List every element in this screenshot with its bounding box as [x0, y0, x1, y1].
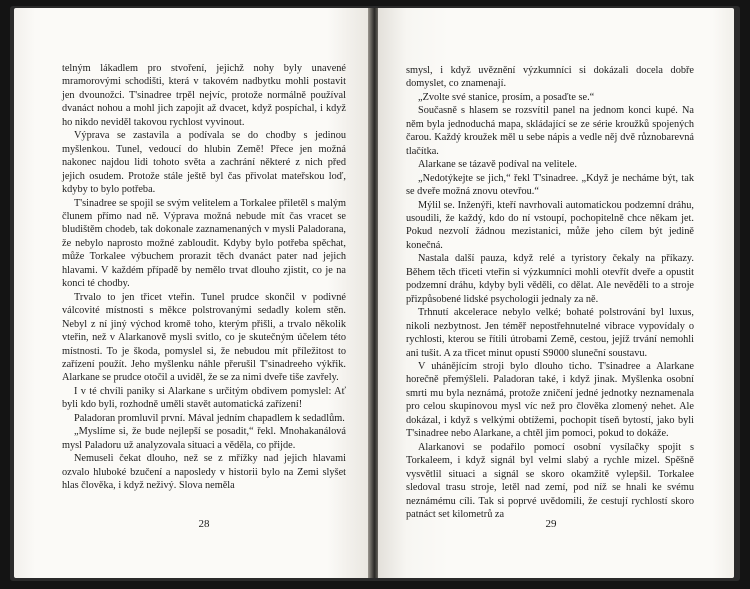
paragraph: „Myslíme si, že bude nejlepší se posadit,“ řekl. Mnohakanálová mysl Paladoru už analyzovala situaci a věděla, co přijde. [62, 426, 346, 451]
left-page-text [62, 62, 346, 493]
paragraph: telným lákadlem pro stvoření, jejichž nohy byly unavené mramorovými schodišti, která v takovém nadbytku mohli postavit jen dvounožci. T'sinadree trpěl nejvíc, protože normálně používal dvanáct nohou a mohl jich zapojit až dvacet, když pospíchal, i když ho nikdo neviděl takovou rychlost vyvinout. [62, 63, 346, 128]
paragraph: I v té chvíli paniky si Alarkane s určitým obdivem pomyslel: Ať byli kdo byli, rozhodně uměli stavět automatická zařízení! [62, 385, 346, 411]
paragraph: V uhánějícím stroji bylo dlouho ticho. T'sinadree a Alarkane horečně přemýšleli. Paladoran také, i když jinak. Myšlenka osobní smrti mu byla neznámá, protože zničení jedné jednotky neznamenala pro celou skupinovou mysl víc než pro člověka zlomený nehet. Ale dokázal, i když s velkými obtížemi, pochopit tíseň bytostí, jako byli T'sinadree nebo Alarkane, a chtěl jim pomoci, pokud to dokáže. [406, 360, 694, 440]
paragraph: Paladoran promluvil první. Mával jedním chapadlem k sedadlům. [74, 412, 345, 424]
paragraph: Současně s hlasem se rozsvítil panel na jednom konci kupé. Na něm byla jednoduchá mapa, skládající se ze série kroužků spojených čarou. Každý kroužek měl u sebe nápis a vedle něj dvě různobarevná tlačítka. [406, 105, 694, 157]
paragraph: Trhnutí akcelerace nebylo velké; bohaté polstrování byl luxus, nikoli nezbytnost. Jen téměř nepostřehnutelné vibrace vypovídaly o rychlosti, kterou se řítili útrobami Země, cestou, jejíž trvání nemohli ani tušit. A za třicet minut opustí S9000 sluneční soustavu. [406, 307, 694, 359]
paragraph: Nastala další pauza, když relé a tyristory čekaly na příkazy. Během těch třiceti vteřin si výzkumníci mohli otevřít dveře a opustit podzemní dráhu, kdyby byli věděli, co dělat. Ale nevěděli to a stroje přizpůsobené lidské psychologii jednaly za ně. [406, 253, 694, 305]
left-page [14, 8, 370, 578]
paragraph: Mýlil se. Inženýři, kteří navrhovali automatickou podzemní dráhu, usoudili, že každý, kdo do ní vstoupí, pochopitelně chce někam jet. Pokud nezvolí žádnou mezistanici, může jeho cílem být jedině konečná. [406, 199, 694, 251]
page-number: 28 [198, 518, 210, 530]
paragraph: Alarkane se tázavě podíval na velitele. [418, 159, 577, 171]
paragraph: „Nedotýkejte se jich,“ řekl T'sinadree. „Když je necháme být, tak se dveře možná znovu otevřou.“ [406, 172, 694, 198]
paragraph: Výprava se zastavila a podívala se do chodby s jedinou myšlenkou. Tunel, vedoucí do hlubin Země! Přece jen možná nakonec najdou lidi tohoto světa a zachrání některé z nich před jejich osudem. Protože stále ještě byl čas přivolat mateřskou loď, kdyby to bylo potřeba. [62, 130, 346, 196]
page-number: 29 [545, 518, 557, 530]
right-page-text [406, 64, 694, 521]
paragraph: „Zvolte své stanice, prosím, a posaďte se.“ [418, 91, 595, 103]
right-page [378, 8, 734, 578]
paragraph: Trvalo to jen třicet vteřin. Tunel prudce skončil v podivné válcovité místnosti s měkce polstrovanými sedadly kolem stěn. Nebyl z ní jiný východ kromě toho, kterým přišli, a trvalo několik vteřin, než v Alarkanově mysli svitlo, co je skutečným účelem této místnosti. To je škoda, pomyslel si, že nebudou mít příležitost to zařízení použít. Jeho myšlenku náhle přerušil T'sinadreeho výkřik. Alarkane se prudce otočil a uviděl, že se za nimi dveře tiše zavřely. [62, 291, 346, 384]
paragraph: T'sinadree se spojil se svým velitelem a Torkalee přiletěl s malým člunem přímo nad ně. Výprava možná nebude mít čas vracet se bludištěm chodeb, tak dokonale zaznamenaných v mysli Paladorana, že nebylo naprosto možné zabloudit. Kdyby bylo potřeba spěchat, může Torkalee výbuchem prorazit těch dvanáct pater nad jejich hlavami. V každém případě by nemělo trvat dlouho zjistit, co je na konci té chodby. [62, 197, 346, 290]
paragraph: smysl, i když uvěznění výzkumníci si dokázali docela dobře domyslet, co znamenají. [406, 65, 694, 90]
paragraph: Nemuseli čekat dlouho, než se z mřížky nad jejich hlavami ozvalo hluboké bzučení a naposledy v historii bylo na Zemi slyšet hlas člověka, i když neživý. Slova neměla [62, 453, 346, 492]
paragraph: Alarkanovi se podařilo pomocí osobní vysílačky spojit s Torkaleem, i když signál byl velmi slabý a rychle mizel. Spěšně vysvětlil situaci a signál se skoro okamžitě vylepšil. Torkalee sledoval trasu stroje, letěl nad zemí, pod níž se hnali ke svému neznámému cíli. Tak si poprvé uvědomili, že cestují rychlostí skoro patnáct set kilometrů za [406, 441, 694, 520]
